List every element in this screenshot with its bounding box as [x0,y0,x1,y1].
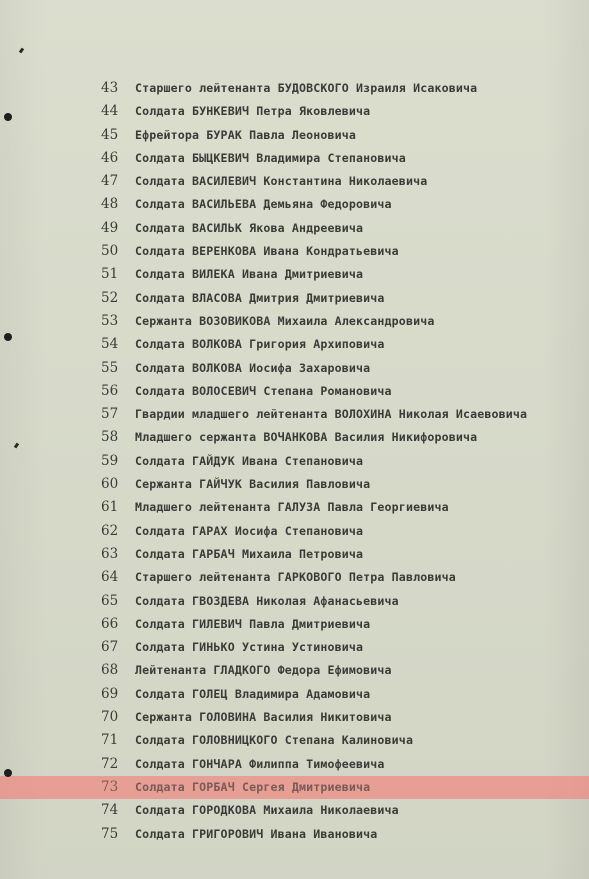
list-item [0,496,589,519]
list-item [0,310,589,333]
entry-text: Солдата ВЕРЕНКОВА Ивана Кондратьевича [135,244,399,259]
entry-number: 72 [101,755,119,772]
list-item [0,636,589,659]
list-item [0,77,589,100]
entry-number: 70 [101,709,119,726]
entry-text: Сержанта ВОЗОВИКОВА Михаила Александровича [135,313,435,328]
entry-number: 46 [101,149,119,166]
entry-number: 62 [101,522,119,539]
entry-number: 59 [101,452,119,469]
list-item [0,473,589,496]
entry-text: Ефрейтора БУРАК Павла Леоновича [135,127,357,142]
list-item [0,380,589,403]
entry-text: Солдата ВАСИЛЕВИЧ Константина Николаевича [135,174,428,189]
list-item [0,543,589,566]
list-item [0,170,589,193]
list-item [0,217,589,240]
entry-number: 73 [101,778,119,795]
entry-text: Солдата ГАРБАЧ Михаила Петровича [135,546,364,561]
entry-number: 44 [101,103,119,120]
list-item [0,729,589,752]
entry-number: 63 [101,545,119,562]
entry-number: 67 [101,639,119,656]
entry-text: Солдата ГОЛОВНИЦКОГО Степана Калиновича [135,733,414,748]
list-item [0,590,589,613]
list-item [0,100,589,123]
entry-text: Солдата ВЛАСОВА Дмитрия Дмитриевича [135,290,385,305]
entry-text: Солдата ВИЛЕКА Ивана Дмитриевича [135,267,364,282]
entry-text: Солдата ГАЙДУК Ивана Степановича [135,453,364,468]
entry-text: Солдата ГОНЧАРА Филиппа Тимофеевича [135,756,385,771]
entry-number: 75 [101,825,119,842]
list-item [0,776,589,799]
entry-number: 48 [101,196,119,213]
list-item [0,799,589,822]
entry-number: 51 [101,266,119,283]
entry-text: Солдата БУНКЕВИЧ Петра Яковлевича [135,104,371,119]
entry-number: 65 [101,592,119,609]
entry-number: 55 [101,359,119,376]
list-item [0,124,589,147]
entry-text: Солдата ГОРБАЧ Сергея Дмитриевича [135,779,371,794]
entry-number: 66 [101,615,119,632]
list-item [0,753,589,776]
entry-text: Солдата ВАСИЛЬК Якова Андреевича [135,220,364,235]
list-item [0,823,589,846]
entry-number: 50 [101,243,119,260]
binding-hole [4,769,12,777]
list-item [0,706,589,729]
entry-number: 68 [101,662,119,679]
list-item [0,193,589,216]
entry-text: Солдата ВОЛКОВА Григория Архиповича [135,337,385,352]
entry-number: 45 [101,126,119,143]
entry-text: Солдата ГИНЬКО Устина Устиновича [135,640,364,655]
entry-text: Лейтенанта ГЛАДКОГО Федора Ефимовича [135,663,392,678]
entry-text: Солдата ВОЛОСЕВИЧ Степана Романовича [135,383,392,398]
entry-number: 71 [101,732,119,749]
entry-text: Солдата ГРИГОРОВИЧ Ивана Ивановича [135,826,378,841]
entry-number: 60 [101,476,119,493]
entry-text: Солдата ГОЛЕЦ Владимира Адамовича [135,686,371,701]
entry-number: 64 [101,569,119,586]
entry-text: Сержанта ГОЛОВИНА Василия Никитовича [135,710,392,725]
entry-text: Солдата ВАСИЛЬЕВА Демьяна Федоровича [135,197,392,212]
entry-number: 43 [101,80,119,96]
entry-text: Солдата ГАРАХ Иосифа Степановича [135,523,364,538]
list-item [0,613,589,636]
list-item [0,426,589,449]
entry-text: Солдата ГОРОДКОВА Михаила Николаевича [135,803,399,818]
entry-number: 58 [101,429,119,446]
entry-text: Сержанта ГАЙЧУК Василия Павловича [135,477,371,492]
entry-number: 53 [101,312,119,329]
list-item [0,683,589,706]
entry-number: 74 [101,802,119,819]
ink-mark [19,48,24,54]
list-item [0,240,589,263]
list-item [0,403,589,426]
list-item [0,357,589,380]
list-item [0,566,589,589]
list-item [0,659,589,682]
list-item [0,450,589,473]
entry-text: Солдата БЫЦКЕВИЧ Владимира Степановича [135,150,406,165]
list-item [0,287,589,310]
list-item [0,263,589,286]
list-item [0,520,589,543]
entry-number: 49 [101,219,119,236]
list-item [0,147,589,170]
entry-number: 57 [101,406,119,423]
entry-text: Гвардии младшего лейтенанта ВОЛОХИНА Николая Исаевовича [135,407,528,422]
binding-hole [4,333,12,341]
entry-text: Старшего лейтенанта ГАРКОВОГО Петра Павловича [135,570,456,585]
entry-number: 54 [101,336,119,353]
entry-number: 69 [101,685,119,702]
entry-number: 56 [101,382,119,399]
entry-number: 47 [101,173,119,190]
list-item [0,333,589,356]
entry-text: Солдата ГИЛЕВИЧ Павла Дмитриевича [135,616,371,631]
entry-text: Солдата ВОЛКОВА Иосифа Захаровича [135,360,371,375]
entry-text: Младшего сержанта ВОЧАНКОВА Василия Никифоровича [135,430,478,445]
entry-text: Старшего лейтенанта БУДОВСКОГО Израиля Исаковича [135,81,478,95]
entry-text: Младшего лейтенанта ГАЛУЗА Павла Георгиевича [135,500,449,515]
entry-text: Солдата ГВОЗДЕВА Николая Афанасьевича [135,593,399,608]
award-list [0,77,589,846]
binding-hole [4,113,12,121]
entry-number: 61 [101,499,119,516]
entry-number: 52 [101,289,119,306]
